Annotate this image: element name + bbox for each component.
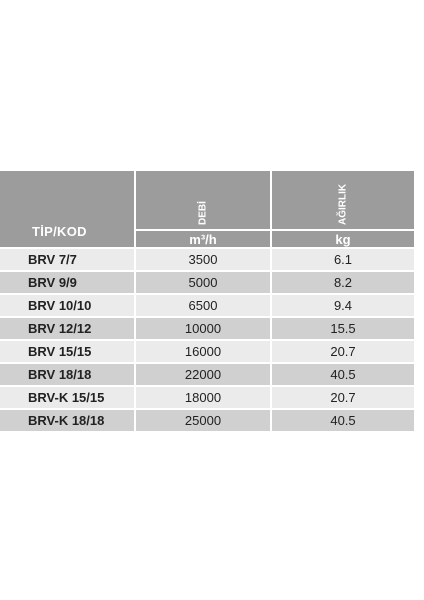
cell-tip: BRV-K 18/18 bbox=[0, 410, 134, 431]
cell-tip: BRV 9/9 bbox=[0, 272, 134, 293]
cell-debi: 3500 bbox=[136, 249, 270, 270]
cell-agirlik: 40.5 bbox=[272, 364, 414, 385]
header-debi bbox=[136, 171, 270, 231]
table-row bbox=[0, 364, 414, 385]
cell-agirlik: 8.2 bbox=[272, 272, 414, 293]
table-row bbox=[0, 318, 414, 339]
table-row bbox=[0, 249, 414, 270]
table-row bbox=[0, 387, 414, 408]
cell-debi: 25000 bbox=[136, 410, 270, 431]
cell-debi: 22000 bbox=[136, 364, 270, 385]
header-agirlik-label: AĞIRLIK bbox=[337, 183, 349, 225]
table-row bbox=[0, 295, 414, 316]
cell-tip: BRV 15/15 bbox=[0, 341, 134, 362]
table-header bbox=[0, 171, 414, 247]
header-agirlik bbox=[272, 171, 414, 231]
header-debi-unit: m³/h bbox=[136, 231, 270, 247]
header-debi-column bbox=[136, 171, 270, 247]
cell-agirlik: 20.7 bbox=[272, 387, 414, 408]
cell-agirlik: 6.1 bbox=[272, 249, 414, 270]
header-agirlik-unit: kg bbox=[272, 231, 414, 247]
cell-debi: 5000 bbox=[136, 272, 270, 293]
cell-agirlik: 15.5 bbox=[272, 318, 414, 339]
cell-agirlik: 20.7 bbox=[272, 341, 414, 362]
table-row bbox=[0, 272, 414, 293]
cell-debi: 18000 bbox=[136, 387, 270, 408]
header-debi-label: DEBİ bbox=[197, 201, 209, 225]
cell-tip: BRV 10/10 bbox=[0, 295, 134, 316]
cell-tip: BRV 12/12 bbox=[0, 318, 134, 339]
cell-debi: 16000 bbox=[136, 341, 270, 362]
spec-table bbox=[0, 171, 414, 431]
header-agirlik-column bbox=[272, 171, 414, 247]
cell-tip: BRV-K 15/15 bbox=[0, 387, 134, 408]
cell-debi: 6500 bbox=[136, 295, 270, 316]
cell-agirlik: 9.4 bbox=[272, 295, 414, 316]
header-tip-kod bbox=[0, 171, 134, 247]
header-tip-kod-label: TİP/KOD bbox=[32, 224, 87, 239]
cell-tip: BRV 18/18 bbox=[0, 364, 134, 385]
cell-debi: 10000 bbox=[136, 318, 270, 339]
cell-tip: BRV 7/7 bbox=[0, 249, 134, 270]
cell-agirlik: 40.5 bbox=[272, 410, 414, 431]
table-row bbox=[0, 341, 414, 362]
table-row bbox=[0, 410, 414, 431]
